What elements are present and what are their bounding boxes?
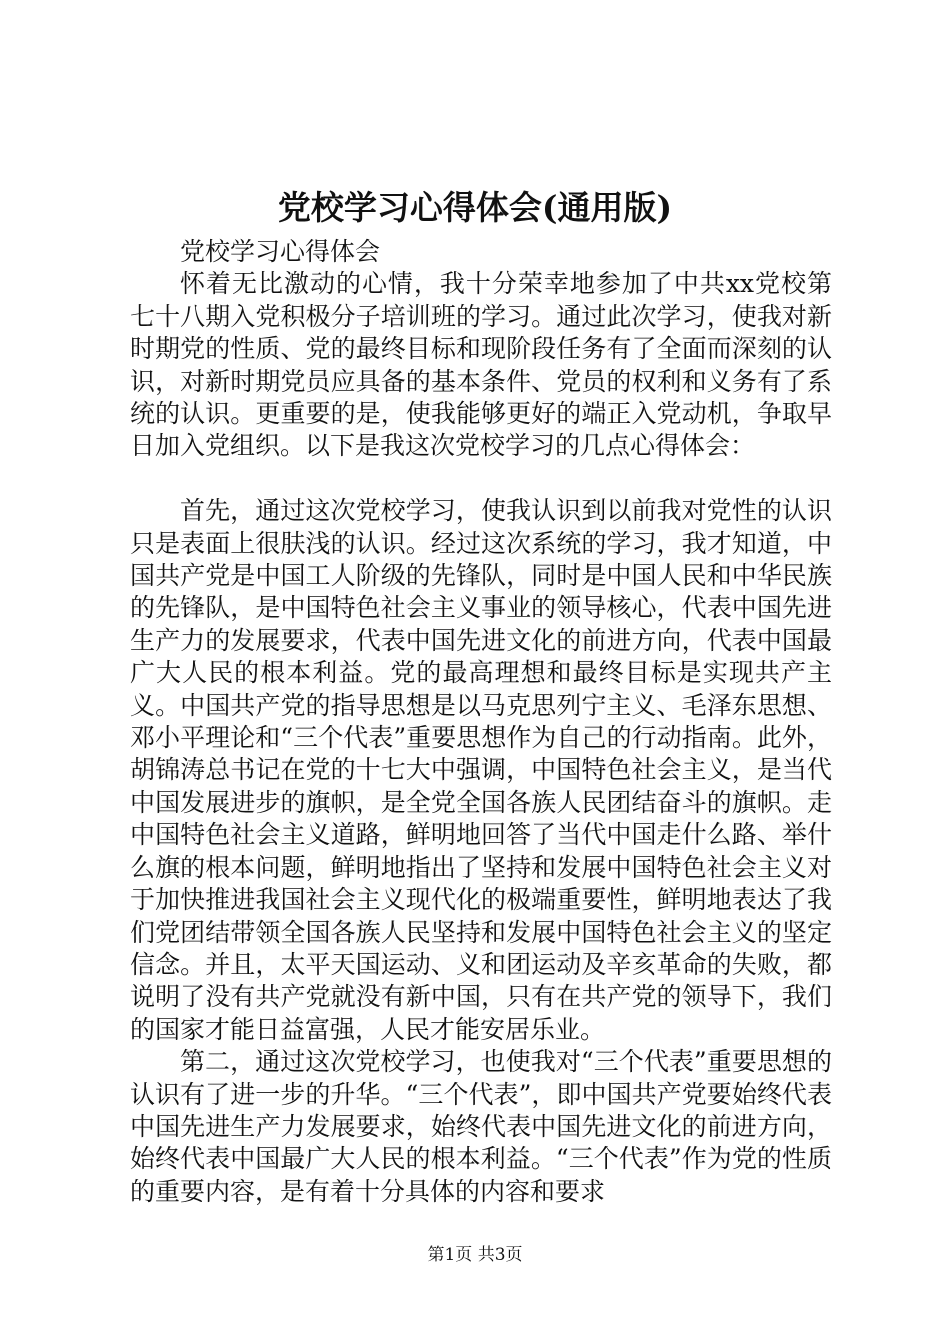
paragraph-first-point: 首先，通过这次党校学习，使我认识到以前我对党性的认识只是表面上很肤浅的认识。经过这次系统的学习，我才知道，中国共产党是中国工人阶级的先锋队，同时是中国人民和中华民族的先锋队，是中国特色社会主义事业的领导核心，代表中国先进生产力的发展要求，代表中国先进文化的前进方向，代表中国最广大人民的根本利益。党的最高理想和最终目标是实现共产主义。中国共产党的指导思想是以马克思列宁主义、毛泽东思想、邓小平理论和“三个代表”重要思想作为自己的行动指南。此外，胡锦涛总书记在党的十七大中强调，中国特色社会主义，是当代中国发展进步的旗帜，是全党全国各族人民团结奋斗的旗帜。走中国特色社会主义道路，鲜明地回答了当代中国走什么路、举什么旗的根本问题，鲜明地指出了坚持和发展中国特色社会主义对于加快推进我国社会主义现代化的极端重要性，鲜明地表达了我们党团结带领全国各族人民坚持和发展中国特色社会主义的坚定信念。并且，太平天国运动、义和团运动及辛亥革命的失败，都说明了没有共产党就没有新中国，只有在共产党的领导下，我们的国家才能日益富强，人民才能安居乐业。 [130, 496, 832, 1044]
document-title: 党校学习心得体会(通用版) [277, 188, 673, 227]
paragraph-second-point: 第二，通过这次党校学习，也使我对“三个代表”重要思想的认识有了进一步的升华。“三个代表”，即中国共产党要始终代表中国先进生产力发展要求，始终代表中国先进文化的前进方向，始终代表中国最广大人民的根本利益。“三个代表”作为党的性质的重要内容，是有着十分具体的内容和要求 [130, 1047, 832, 1206]
paragraph-subtitle: 党校学习心得体会 [180, 237, 381, 266]
paragraph-intro: 怀着无比激动的心情，我十分荣幸地参加了中共xx党校第七十八期入党积极分子培训班的学习。通过此次学习，使我对新时期党的性质、党的最终目标和现阶段任务有了全面而深刻的认识，对新时期党员应具备的基本条件、党员的权利和义务有了系统的认识。更重要的是，使我能够更好的端正入党动机，争取早日加入党组织。以下是我这次党校学习的几点心得体会： [130, 269, 832, 461]
document-body [130, 236, 832, 1208]
page-number-footer: 第1页 共3页 [427, 1245, 523, 1265]
